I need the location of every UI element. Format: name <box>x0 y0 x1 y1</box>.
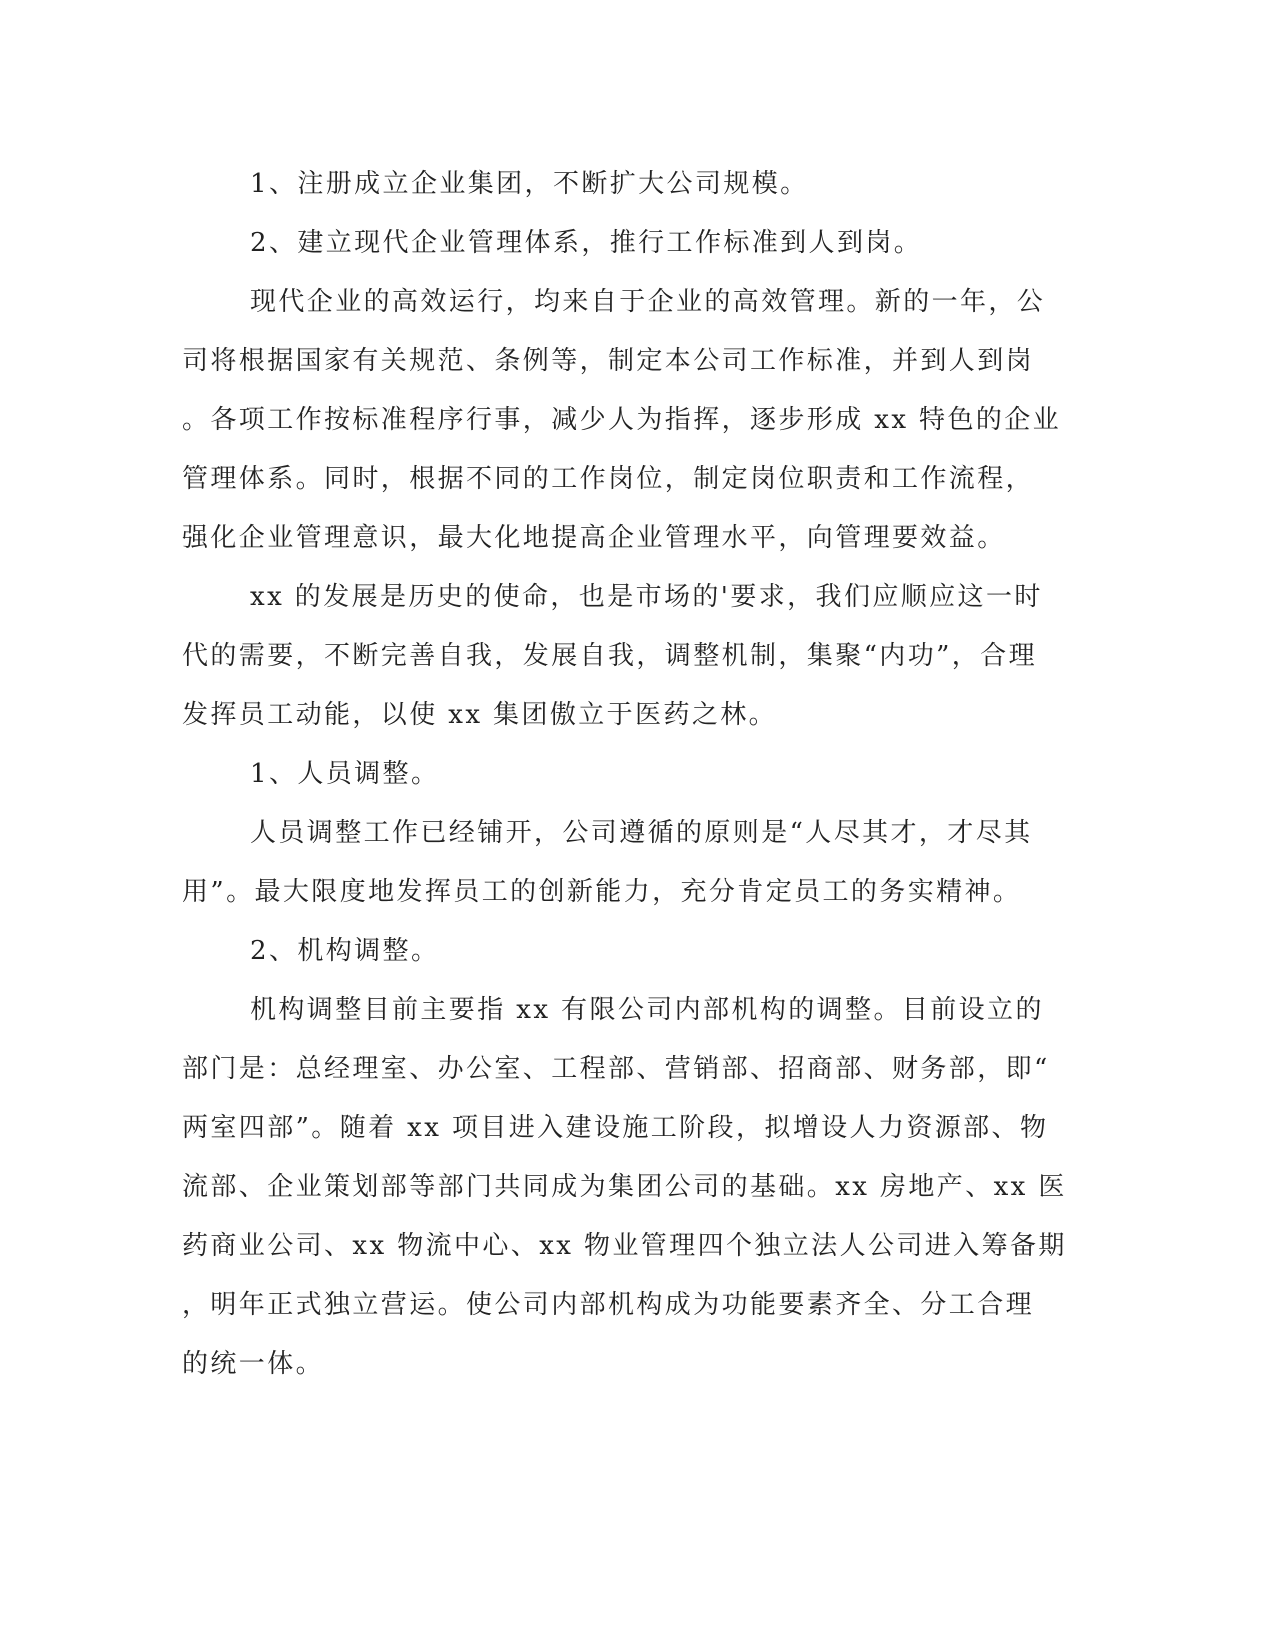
text-line-11: 1、人员调整。 <box>250 759 440 789</box>
text-line-16: 部门是：总经理室、办公室、工程部、营销部、招商部、财务部，即“ <box>182 1054 1050 1084</box>
text-line-9: 代的需要，不断完善自我，发展自我，调整机制，集聚“内功”，合理 <box>182 641 1037 671</box>
text-line-14: 2、机构调整。 <box>250 936 440 966</box>
text-line-1: 1、注册成立企业集团，不断扩大公司规模。 <box>250 169 809 199</box>
text-line-13: 用”。最大限度地发挥员工的创新能力，充分肯定员工的务实精神。 <box>182 877 1022 907</box>
text-line-12: 人员调整工作已经铺开，公司遵循的原则是“人尽其才，才尽其 <box>250 818 1033 848</box>
text-line-6: 管理体系。同时，根据不同的工作岗位，制定岗位职责和工作流程， <box>182 464 1035 494</box>
text-line-4: 司将根据国家有关规范、条例等，制定本公司工作标准，并到人到岗 <box>182 346 1035 376</box>
text-line-8: xx 的发展是历史的使命，也是市场的'要求，我们应顺应这一时 <box>250 582 1043 612</box>
text-line-20: ，明年正式独立营运。使公司内部机构成为功能要素齐全、分工合理 <box>182 1290 1035 1320</box>
text-line-3: 现代企业的高效运行，均来自于企业的高效管理。新的一年，公 <box>250 287 1046 317</box>
text-line-2: 2、建立现代企业管理体系，推行工作标准到人到岗。 <box>250 228 923 258</box>
document-body <box>182 155 1067 1394</box>
text-line-19: 药商业公司、xx 物流中心、xx 物业管理四个独立法人公司进入筹备期 <box>182 1231 1067 1261</box>
text-line-15: 机构调整目前主要指 xx 有限公司内部机构的调整。目前设立的 <box>250 995 1044 1025</box>
text-line-17: 两室四部”。随着 xx 项目进入建设施工阶段，拟增设人力资源部、物 <box>182 1113 1049 1143</box>
text-line-10: 发挥员工动能，以使 xx 集团傲立于医药之林。 <box>182 700 778 730</box>
text-line-21: 的统一体。 <box>182 1349 325 1379</box>
text-line-18: 流部、企业策划部等部门共同成为集团公司的基础。xx 房地产、xx 医 <box>182 1172 1067 1202</box>
text-line-5: 。各项工作按标准程序行事，减少人为指挥，逐步形成 xx 特色的企业 <box>182 405 1062 435</box>
text-line-7: 强化企业管理意识，最大化地提高企业管理水平，向管理要效益。 <box>182 523 1006 553</box>
